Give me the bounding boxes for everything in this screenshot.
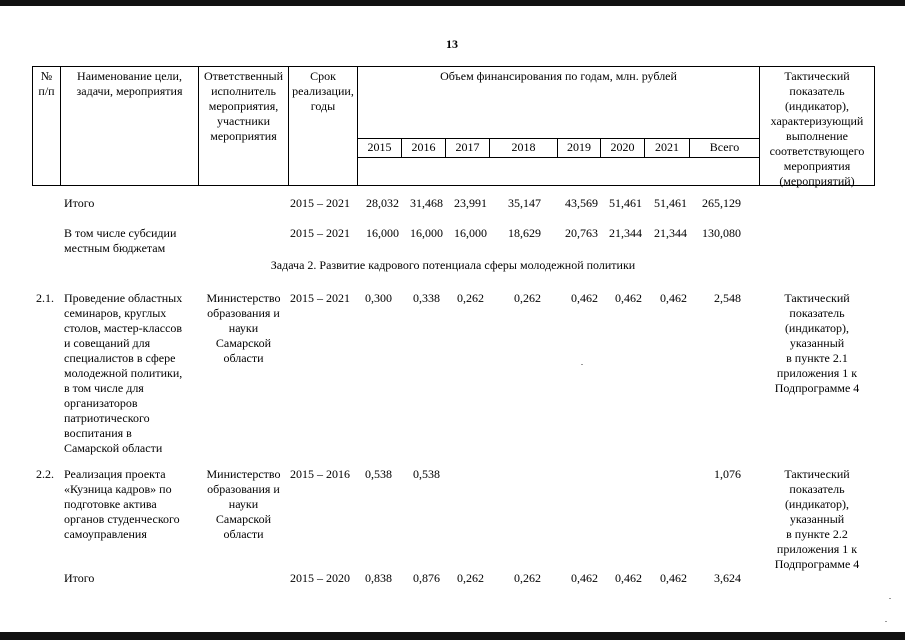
row-term: 2015 – 2020 — [290, 571, 350, 585]
row-term: 2015 – 2016 — [290, 467, 350, 481]
value-2021: 0,462 — [660, 291, 687, 305]
value-2019: 20,763 — [565, 226, 598, 240]
value-2020: 51,461 — [609, 196, 642, 210]
value-2017: 0,262 — [457, 571, 484, 585]
header-indicator: Тактический показатель (индикатор), характеризующий выполнение соответствующего мероприятия (мероприятий) — [769, 69, 865, 188]
value-2015: 0,538 — [365, 467, 392, 481]
row-term: 2015 – 2021 — [290, 196, 350, 210]
header-financing: Объем финансирования по годам, млн. рублей — [440, 69, 677, 83]
value-2018: 18,629 — [508, 226, 541, 240]
page-number: 13 — [446, 37, 458, 51]
value-2015: 0,300 — [365, 291, 392, 305]
row-name: В том числе субсидии местным бюджетам — [64, 226, 177, 255]
row-term: 2015 – 2021 — [290, 226, 350, 240]
scan-speck — [581, 364, 583, 365]
header-year-2015: 2015 — [367, 140, 392, 154]
header-name: Наименование цели, задачи, мероприятия — [76, 69, 183, 98]
header-year-2019: 2019 — [567, 140, 591, 154]
scan-speck — [885, 621, 887, 622]
row-name: Реализация проекта «Кузница кадров» по подготовке актива органов студенческого самоуправления — [64, 467, 180, 541]
row-responsible: Министерство образования и науки Самарской области — [206, 291, 281, 365]
value-2020: 21,344 — [609, 226, 642, 240]
value-2019: 0,462 — [571, 571, 598, 585]
value-2016: 0,876 — [413, 571, 440, 585]
value-2021: 0,462 — [660, 571, 687, 585]
row-name: Итого — [64, 571, 95, 585]
value-total: 130,080 — [702, 226, 741, 240]
top-border — [0, 0, 905, 6]
value-2016: 0,338 — [413, 291, 440, 305]
value-2016: 16,000 — [410, 226, 443, 240]
row-name: Итого — [64, 196, 95, 210]
row-number: 2.2. — [36, 467, 54, 481]
value-2018: 0,262 — [514, 291, 541, 305]
value-2019: 43,569 — [565, 196, 598, 210]
value-2017: 16,000 — [454, 226, 487, 240]
value-2020: 0,462 — [615, 291, 642, 305]
header-year-2018: 2018 — [511, 140, 536, 154]
row-term: 2015 – 2021 — [290, 291, 350, 305]
header-year-2020: 2020 — [610, 140, 635, 154]
value-total: 265,129 — [702, 196, 741, 210]
value-2021: 51,461 — [654, 196, 687, 210]
value-2016: 0,538 — [413, 467, 440, 481]
row-name: Проведение областных семинаров, круглых столов, мастер-классов и совещаний для специалистов в сфере молодежной политики, в том числе для организаторов патриотического воспитания в Самарской области — [64, 291, 183, 455]
task-heading: Задача 2. Развитие кадрового потенциала сферы молодежной политики — [270, 258, 636, 272]
value-2015: 28,032 — [366, 196, 399, 210]
value-total: 2,548 — [714, 291, 741, 305]
header-year-2016: 2016 — [411, 140, 436, 154]
header-term: Срок реализации, годы — [292, 69, 354, 113]
row-number: 2.1. — [36, 291, 54, 305]
value-2019: 0,462 — [571, 291, 598, 305]
value-total: 1,076 — [714, 467, 741, 481]
value-total: 3,624 — [714, 571, 741, 585]
value-2020: 0,462 — [615, 571, 642, 585]
value-2015: 0,838 — [365, 571, 392, 585]
header-num: № п/п — [38, 69, 55, 98]
value-2016: 31,468 — [410, 196, 443, 210]
scan-speck — [889, 598, 891, 599]
value-2018: 0,262 — [514, 571, 541, 585]
value-2017: 23,991 — [454, 196, 487, 210]
header-year-2021: 2021 — [655, 140, 679, 154]
value-2015: 16,000 — [366, 226, 399, 240]
header-total: Всего — [709, 140, 740, 154]
row-indicator: Тактический показатель (индикатор), указанный в пункте 2.1 приложения 1 к Подпрограмме 4 — [774, 291, 860, 395]
row-indicator: Тактический показатель (индикатор), указанный в пункте 2.2 приложения 1 к Подпрограмме 4 — [774, 467, 860, 571]
value-2017: 0,262 — [457, 291, 484, 305]
header-responsible: Ответственный исполнитель мероприятия, участники мероприятия — [203, 69, 284, 143]
row-responsible: Министерство образования и науки Самарской области — [206, 467, 281, 541]
bottom-border — [0, 632, 905, 640]
value-2021: 21,344 — [654, 226, 687, 240]
value-2018: 35,147 — [508, 196, 541, 210]
header-year-2017: 2017 — [455, 140, 480, 154]
